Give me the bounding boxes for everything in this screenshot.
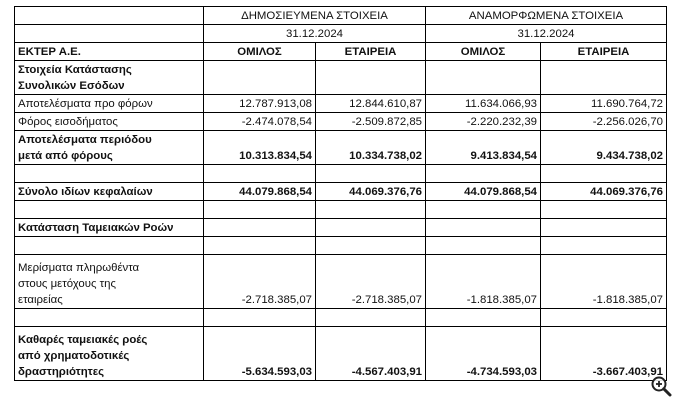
restated-header: ΑΝΑΜΟΡΦΩΜΕΝΑ ΣΤΟΙΧΕΙΑ: [426, 7, 667, 25]
empty-cell: [541, 201, 667, 219]
empty-cell: [316, 201, 426, 219]
table-row: [15, 95, 667, 113]
empty-cell: [316, 165, 426, 183]
value-cell: -4.734.593,03: [426, 327, 541, 381]
col-company-restated: ΕΤΑΙΡΕΙΑ: [541, 43, 667, 61]
empty-cell: [541, 309, 667, 327]
value-cell: 44.079.868,54: [204, 183, 316, 201]
empty-cell: [316, 219, 426, 237]
empty-cell: [426, 201, 541, 219]
empty-cell: [15, 165, 204, 183]
value-cell: -2.718.385,07: [204, 255, 316, 309]
row-label: Καθαρές ταμειακές ροές από χρηματοδοτικές δραστηριότητες: [15, 327, 204, 381]
spacer-row: [15, 237, 667, 255]
value-cell: 10.313.834,54: [204, 131, 316, 165]
empty-cell: [426, 309, 541, 327]
col-group-published: ΟΜΙΛΟΣ: [204, 43, 316, 61]
published-header: ΔΗΜΟΣΙΕΥΜΕΝΑ ΣΤΟΙΧΕΙΑ: [204, 7, 426, 25]
col-group-restated: ΟΜΙΛΟΣ: [426, 43, 541, 61]
value-cell: -2.256.026,70: [541, 113, 667, 131]
table-row: [15, 255, 667, 309]
header-empty-cell: [15, 7, 204, 25]
empty-cell: [426, 237, 541, 255]
empty-cell: [541, 219, 667, 237]
value-cell: -1.818.385,07: [426, 255, 541, 309]
value-cell: -5.634.593,03: [204, 327, 316, 381]
col-company-published: ΕΤΑΙΡΕΙΑ: [316, 43, 426, 61]
restated-date: 31.12.2024: [426, 25, 667, 43]
empty-cell: [204, 237, 316, 255]
empty-cell: [316, 237, 426, 255]
row-label: Σύνολο ιδίων κεφαλαίων: [15, 183, 204, 201]
value-cell: 12.787.913,08: [204, 95, 316, 113]
value-cell: -1.818.385,07: [541, 255, 667, 309]
value-cell: 9.413.834,54: [426, 131, 541, 165]
spacer-row: [15, 165, 667, 183]
empty-cell: [541, 237, 667, 255]
row-label: Φόρος εισοδήματος: [15, 113, 204, 131]
value-cell: 12.844.610,87: [316, 95, 426, 113]
section-cash-flow: Κατάσταση Ταμειακών Ροών: [15, 219, 204, 237]
value-cell: -2.509.872,85: [316, 113, 426, 131]
zoom-in-icon[interactable]: [650, 375, 672, 397]
value-cell: 11.634.066,93: [426, 95, 541, 113]
row-label: Αποτελέσματα περιόδου μετά από φόρους: [15, 131, 204, 165]
table-row: [15, 131, 667, 165]
empty-cell: [426, 165, 541, 183]
section-income-statement: Στοιχεία Κατάστασης Συνολικών Εσόδων: [15, 61, 204, 95]
header-empty-cell: [15, 25, 204, 43]
section-income-statement-row: [15, 61, 667, 95]
value-cell: 44.069.376,76: [541, 183, 667, 201]
header-row-columns: [15, 43, 667, 61]
section-cash-flow-row: [15, 219, 667, 237]
empty-cell: [316, 61, 426, 95]
row-label: Μερίσματα πληρωθέντα στους μετόχους της εταιρείας: [15, 255, 204, 309]
value-cell: 11.690.764,72: [541, 95, 667, 113]
value-cell: -2.474.078,54: [204, 113, 316, 131]
value-cell: -3.667.403,91: [541, 327, 667, 381]
empty-cell: [204, 219, 316, 237]
empty-cell: [204, 165, 316, 183]
empty-cell: [15, 309, 204, 327]
published-date: 31.12.2024: [204, 25, 426, 43]
entity-label: ΕΚΤΕΡ Α.Ε.: [15, 43, 204, 61]
empty-cell: [204, 309, 316, 327]
empty-cell: [204, 201, 316, 219]
table-row: [15, 113, 667, 131]
empty-cell: [316, 309, 426, 327]
value-cell: 10.334.738,02: [316, 131, 426, 165]
header-row-dates: [15, 25, 667, 43]
row-label: Αποτελέσματα προ φόρων: [15, 95, 204, 113]
value-cell: 44.079.868,54: [426, 183, 541, 201]
spacer-row: [15, 201, 667, 219]
empty-cell: [15, 237, 204, 255]
header-row-titles: [15, 7, 667, 25]
zoom-in-icon[interactable]: [650, 375, 672, 397]
empty-cell: [15, 201, 204, 219]
empty-cell: [541, 61, 667, 95]
value-cell: -2.220.232,39: [426, 113, 541, 131]
table-row: [15, 183, 667, 201]
empty-cell: [541, 165, 667, 183]
empty-cell: [204, 61, 316, 95]
value-cell: -2.718.385,07: [316, 255, 426, 309]
value-cell: 9.434.738,02: [541, 131, 667, 165]
table-row: [15, 327, 667, 381]
value-cell: 44.069.376,76: [316, 183, 426, 201]
empty-cell: [426, 61, 541, 95]
spacer-row: [15, 309, 667, 327]
value-cell: -4.567.403,91: [316, 327, 426, 381]
empty-cell: [426, 219, 541, 237]
financial-table: [14, 6, 667, 381]
